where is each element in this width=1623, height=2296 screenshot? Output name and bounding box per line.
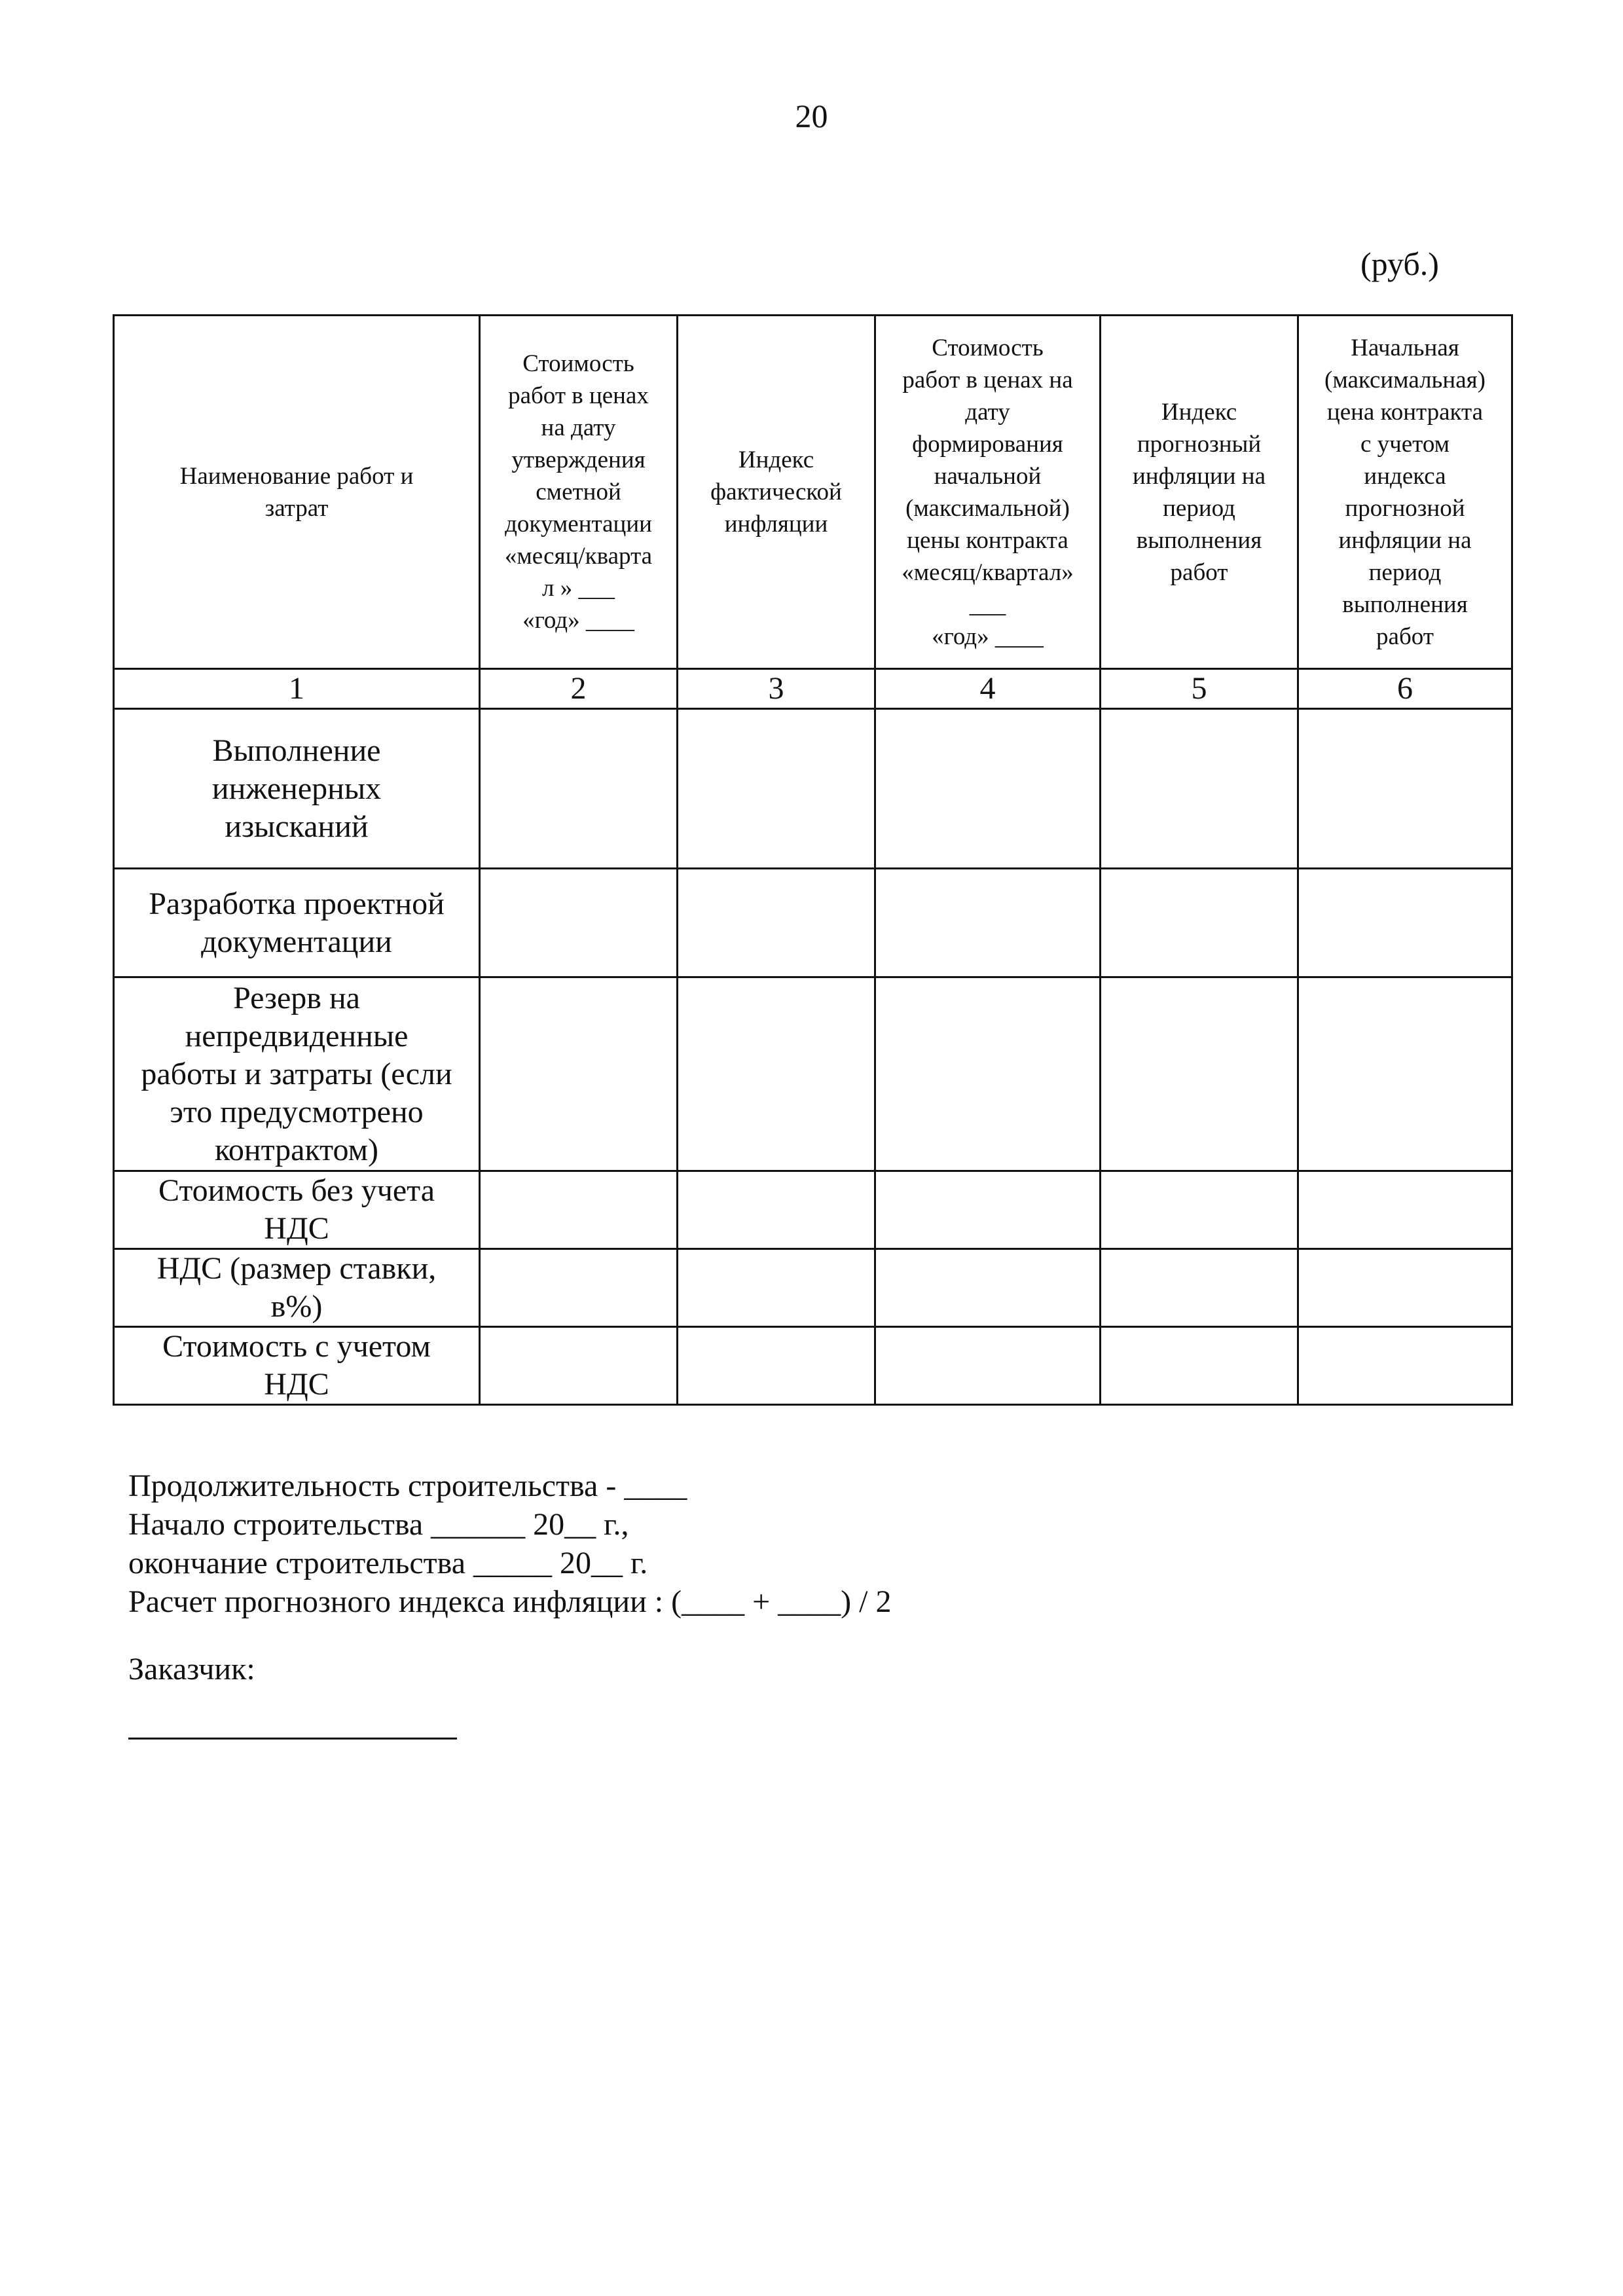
column-number: 1 <box>114 669 480 709</box>
header-cell <box>1298 316 1512 669</box>
empty-cell <box>678 709 875 869</box>
empty-cell <box>1298 977 1512 1171</box>
header-line: период <box>1163 494 1235 522</box>
currency-units: (руб.) <box>1360 246 1439 282</box>
header-line: «месяц/квартал» <box>902 558 1074 586</box>
empty-cell <box>1298 1249 1512 1327</box>
duration-line: Продолжительность строительства - ____ <box>128 1468 687 1503</box>
header-cell <box>875 316 1101 669</box>
row-label-line: это предусмотрено <box>170 1094 424 1129</box>
empty-cell <box>1298 1327 1512 1405</box>
row-label-line: Разработка проектной <box>149 886 445 921</box>
empty-cell <box>1298 1171 1512 1249</box>
header-line: «месяц/кварта <box>504 543 653 570</box>
column-number: 6 <box>1298 669 1512 709</box>
empty-cell <box>678 869 875 977</box>
header-line: Начальная <box>1351 334 1459 361</box>
row-label-line: Выполнение <box>212 733 381 768</box>
empty-cell <box>480 1327 678 1405</box>
header-line: с учетом <box>1360 430 1450 458</box>
header-cell <box>114 316 480 669</box>
header-line: «год» ____ <box>932 623 1044 650</box>
row-label-line: Стоимость без учета <box>158 1173 435 1208</box>
header-line: инфляции на <box>1338 526 1472 554</box>
header-line: формирования <box>912 430 1063 458</box>
header-line: Стоимость <box>522 350 634 377</box>
row-label <box>114 1327 480 1405</box>
header-cell <box>480 316 678 669</box>
column-number: 5 <box>1101 669 1298 709</box>
header-line: выполнения <box>1136 526 1262 554</box>
row-label-line: Стоимость с учетом <box>162 1329 431 1364</box>
header-line: на дату <box>541 414 616 441</box>
table-row <box>114 1171 1512 1249</box>
empty-cell <box>875 1249 1101 1327</box>
header-line: работ в ценах <box>508 382 649 409</box>
table-row <box>114 869 1512 977</box>
header-line: утверждения <box>511 446 646 473</box>
header-line: работ <box>1170 558 1228 586</box>
header-cell <box>1101 316 1298 669</box>
header-line: цены контракта <box>907 526 1068 554</box>
empty-cell <box>480 869 678 977</box>
row-label-line: документации <box>201 924 392 959</box>
header-line: Индекс <box>738 446 814 473</box>
page-number: 20 <box>795 98 828 134</box>
header-line: начальной <box>934 462 1042 490</box>
empty-cell <box>678 977 875 1171</box>
table-row <box>114 1327 1512 1405</box>
row-label-line: непредвиденные <box>185 1018 409 1053</box>
empty-cell <box>1298 709 1512 869</box>
row-label-line: работы и затраты (если <box>141 1056 452 1091</box>
header-line: ___ <box>969 591 1006 618</box>
header-line: работ в ценах на <box>902 366 1073 393</box>
header-cell <box>678 316 875 669</box>
row-label <box>114 869 480 977</box>
header-row <box>114 316 1512 669</box>
start-line: Начало строительства ______ 20__ г., <box>128 1507 629 1542</box>
empty-cell <box>875 1327 1101 1405</box>
empty-cell <box>1101 869 1298 977</box>
header-line: Наименование работ и <box>179 462 414 490</box>
row-label <box>114 1171 480 1249</box>
column-number: 2 <box>480 669 678 709</box>
row-label-line: НДС <box>264 1367 329 1402</box>
end-line: окончание строительства _____ 20__ г. <box>128 1546 648 1580</box>
header-line: выполнения <box>1342 591 1468 618</box>
table-row <box>114 709 1512 869</box>
customer-label: Заказчик: <box>128 1652 255 1686</box>
row-label-line: инженерных <box>211 771 382 806</box>
header-line: сметной <box>536 479 621 505</box>
header-line: (максимальной) <box>905 494 1070 522</box>
header-line: документации <box>505 511 652 538</box>
header-line: работ <box>1376 623 1434 650</box>
column-number: 4 <box>875 669 1101 709</box>
header-line: прогнозный <box>1137 430 1262 458</box>
row-label <box>114 1249 480 1327</box>
empty-cell <box>1101 1249 1298 1327</box>
header-line: л » ___ <box>542 575 615 602</box>
cost-table <box>113 314 1513 1406</box>
row-label-line: в%) <box>270 1289 323 1324</box>
row-label-line: НДС (размер ставки, <box>156 1251 437 1286</box>
empty-cell <box>1101 1327 1298 1405</box>
header-line: прогнозной <box>1345 494 1465 522</box>
empty-cell <box>1298 869 1512 977</box>
table-row <box>114 977 1512 1171</box>
header-line: цена контракта <box>1326 398 1484 426</box>
row-label <box>114 709 480 869</box>
row-label-line: контрактом) <box>215 1132 378 1167</box>
header-line: затрат <box>264 494 329 522</box>
empty-cell <box>875 977 1101 1171</box>
empty-cell <box>480 1249 678 1327</box>
empty-cell <box>875 1171 1101 1249</box>
header-line: дату <box>965 398 1010 426</box>
empty-cell <box>678 1249 875 1327</box>
empty-cell <box>1101 977 1298 1171</box>
empty-cell <box>480 977 678 1171</box>
row-label-line: Резерв на <box>233 980 360 1015</box>
empty-cell <box>1101 1171 1298 1249</box>
signature-line <box>128 1738 457 1740</box>
table-row <box>114 1249 1512 1327</box>
empty-cell <box>480 709 678 869</box>
header-line: инфляции <box>724 511 828 538</box>
column-number-row <box>114 669 1512 709</box>
empty-cell <box>678 1171 875 1249</box>
construction-info <box>128 1467 891 1621</box>
header-line: индекса <box>1364 462 1446 490</box>
forecast-index-line: Расчет прогнозного индекса инфляции : (____ + ____) / 2 <box>128 1584 892 1619</box>
header-line: (максимальная) <box>1324 366 1486 393</box>
header-line: Индекс <box>1161 398 1237 426</box>
header-line: «год» ____ <box>522 607 634 634</box>
column-number: 3 <box>678 669 875 709</box>
empty-cell <box>875 869 1101 977</box>
empty-cell <box>480 1171 678 1249</box>
header-line: фактической <box>710 479 842 505</box>
header-line: Стоимость <box>932 334 1044 361</box>
row-label <box>114 977 480 1171</box>
empty-cell <box>678 1327 875 1405</box>
row-label-line: изысканий <box>225 809 369 844</box>
header-line: период <box>1368 558 1442 586</box>
empty-cell <box>1101 709 1298 869</box>
header-line: инфляции на <box>1132 462 1266 490</box>
row-label-line: НДС <box>264 1211 329 1246</box>
empty-cell <box>875 709 1101 869</box>
